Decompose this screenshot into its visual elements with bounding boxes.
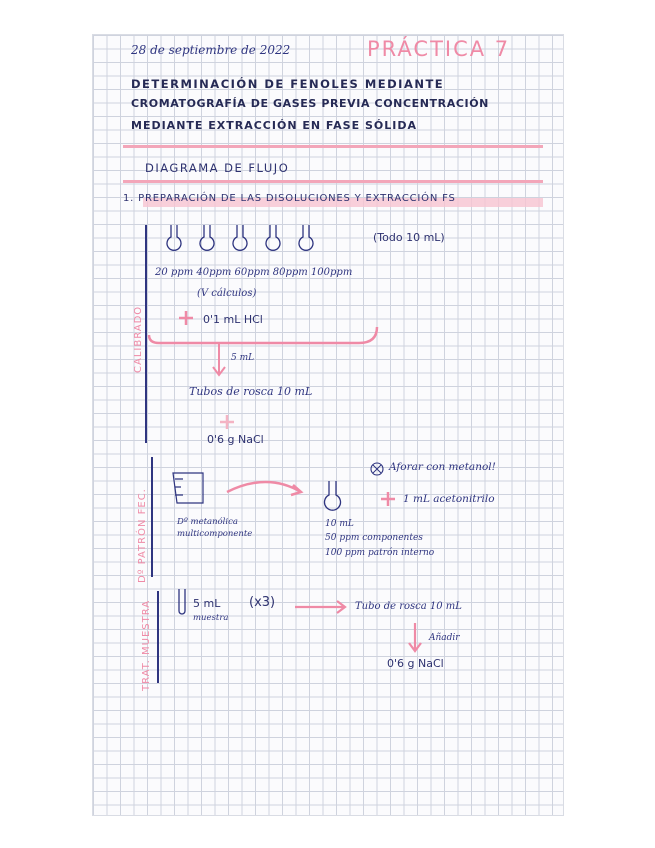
patron-note: Aforar con metanol! [389, 461, 496, 473]
calibrado-tubes: Tubos de rosca 10 mL [189, 385, 313, 398]
calibrado-all-note: (Todo 10 mL) [373, 231, 445, 244]
practice-label: PRÁCTICA 7 [367, 37, 511, 61]
date-text: 28 de septiembre de 2022 [131, 43, 291, 57]
patron-beaker-label-2: multicomponente [177, 529, 253, 539]
patron-label: Dº PATRÓN FEC. [137, 488, 148, 583]
calibrado-label: CALIBRADO [133, 305, 144, 373]
notebook-page [92, 34, 564, 816]
muestra-times: (x3) [249, 595, 276, 610]
patron-flask-2: 50 ppm componentes [325, 533, 423, 543]
calibrado-arrow-label: 5 mL [231, 353, 255, 363]
muestra-add-label: Añadir [429, 633, 460, 643]
patron-add: 1 mL acetonitrilo [403, 493, 495, 505]
calibrado-concentrations: 20 ppm 40ppm 60ppm 80ppm 100ppm [155, 267, 353, 278]
calibrado-hcl: 0'1 mL HCl [203, 313, 263, 326]
muestra-label: TRAT. MUESTRA [141, 599, 152, 691]
title-line-3: MEDIANTE EXTRACCIÓN EN FASE SÓLIDA [131, 119, 417, 132]
patron-beaker-label-1: Dº metanólica [177, 517, 238, 527]
title-line-2: CROMATOGRAFÍA DE GASES PREVIA CONCENTRACIÓN [131, 97, 489, 110]
section-1-heading: 1. PREPARACIÓN DE LAS DISOLUCIONES Y EXTRACCIÓN FS [123, 193, 456, 204]
muestra-volume: 5 mL [193, 597, 221, 610]
calibrado-calc-note: (V cálculos) [197, 288, 257, 299]
muestra-sample: muestra [193, 613, 229, 623]
muestra-nacl: 0'6 g NaCl [387, 657, 444, 670]
calibrado-nacl: 0'6 g NaCl [207, 433, 264, 446]
patron-flask-3: 100 ppm patrón interno [325, 548, 435, 558]
muestra-tube: Tubo de rosca 10 mL [355, 601, 462, 612]
diagram-heading: DIAGRAMA DE FLUJO [145, 161, 290, 175]
patron-flask-1: 10 mL [325, 519, 354, 529]
muestra-drawings [93, 35, 563, 815]
title-line-1: DETERMINACIÓN DE FENOLES MEDIANTE [131, 77, 445, 91]
